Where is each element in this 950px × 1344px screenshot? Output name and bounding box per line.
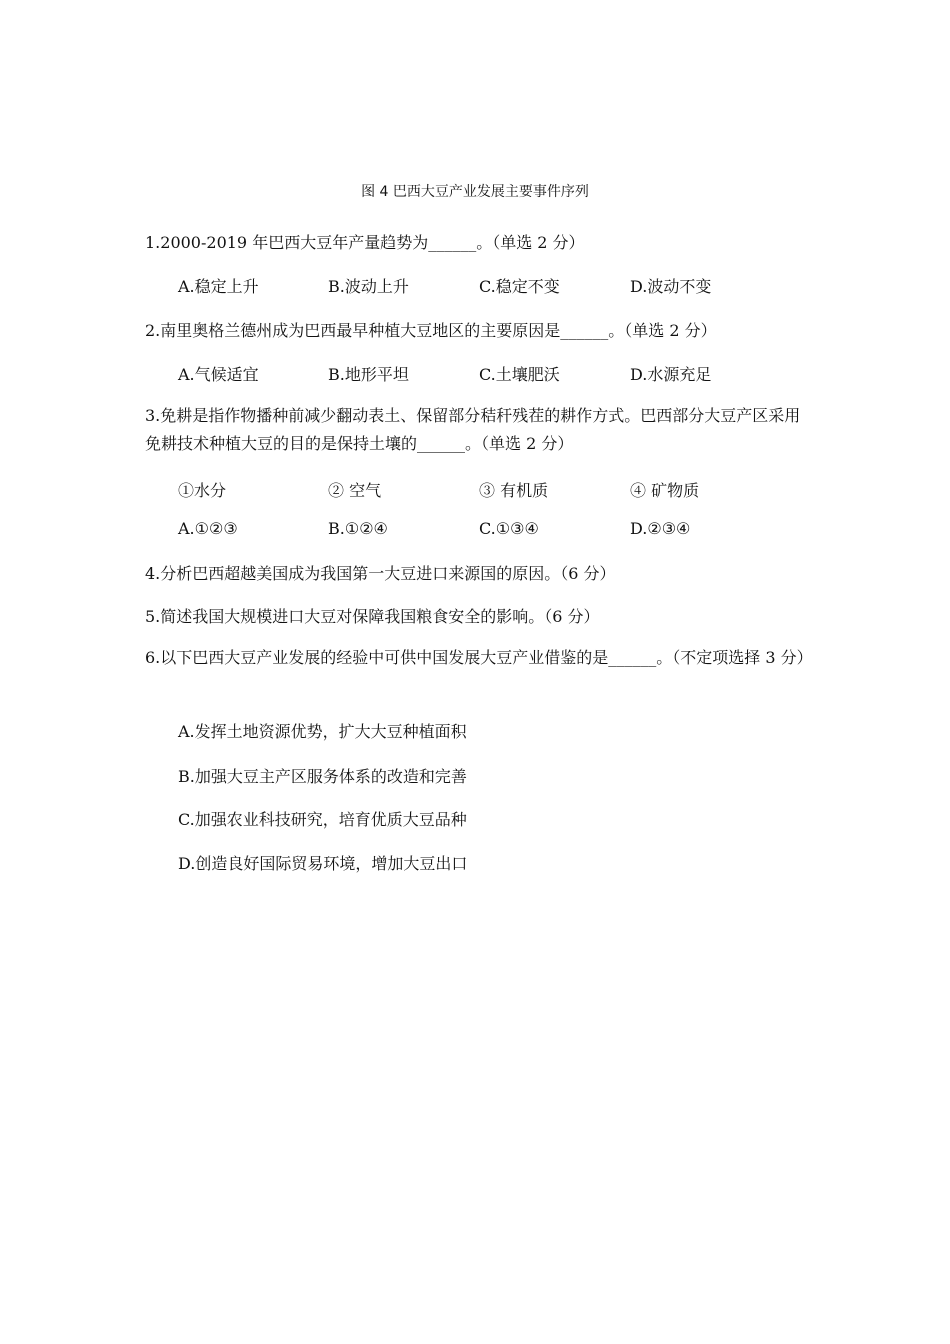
q1-option-d: D.波动不变 [630,277,712,296]
question-4-stem: 4.分析巴西超越美国成为我国第一大豆进口来源国的原因。（6 分） [145,564,616,583]
q2-option-c: C.土壤肥沃 [479,365,560,384]
q3-item-4: ④ 矿物质 [630,481,700,500]
q1-option-c: C.稳定不变 [479,277,560,296]
q2-option-b: B.地形平坦 [328,365,409,384]
q1-option-b: B.波动上升 [328,277,409,296]
figure-caption: 图 4 巴西大豆产业发展主要事件序列 [361,184,589,200]
q3-option-c: C.①③④ [479,519,539,538]
q2-option-a: A.气候适宜 [178,365,259,384]
q6-option-a: A.发挥土地资源优势，扩大大豆种植面积 [178,722,467,741]
question-2-stem: 2.南里奥格兰德州成为巴西最早种植大豆地区的主要原因是______。（单选 2 分） [145,321,717,340]
q3-item-1: ①水分 [178,481,227,500]
question-6-stem: 6.以下巴西大豆产业发展的经验中可供中国发展大豆产业借鉴的是______。（不定项选择 3 分） [145,648,813,667]
q1-option-a: A.稳定上升 [178,277,259,296]
q6-option-b: B.加强大豆主产区服务体系的改造和完善 [178,767,467,786]
q3-option-b: B.①②④ [328,519,388,538]
question-1-stem: 1.2000-2019 年巴西大豆年产量趋势为______。（单选 2 分） [145,233,585,252]
q6-option-d: D.创造良好国际贸易环境，增加大豆出口 [178,854,468,873]
question-3-stem: 3.免耕是指作物播种前减少翻动表土、保留部分秸秆残茬的耕作方式。巴西部分大豆产区采用免耕技术种植大豆的目的是保持土壤的______。（单选 2 分） [145,406,801,453]
q2-option-d: D.水源充足 [630,365,712,384]
q3-item-3: ③ 有机质 [479,481,549,500]
q3-item-2: ② 空气 [328,481,382,500]
q3-option-d: D.②③④ [630,519,691,538]
q3-option-a: A.①②③ [178,519,238,538]
question-5-stem: 5.简述我国大规模进口大豆对保障我国粮食安全的影响。（6 分） [145,607,600,626]
q6-option-c: C.加强农业科技研究，培育优质大豆品种 [178,810,467,829]
